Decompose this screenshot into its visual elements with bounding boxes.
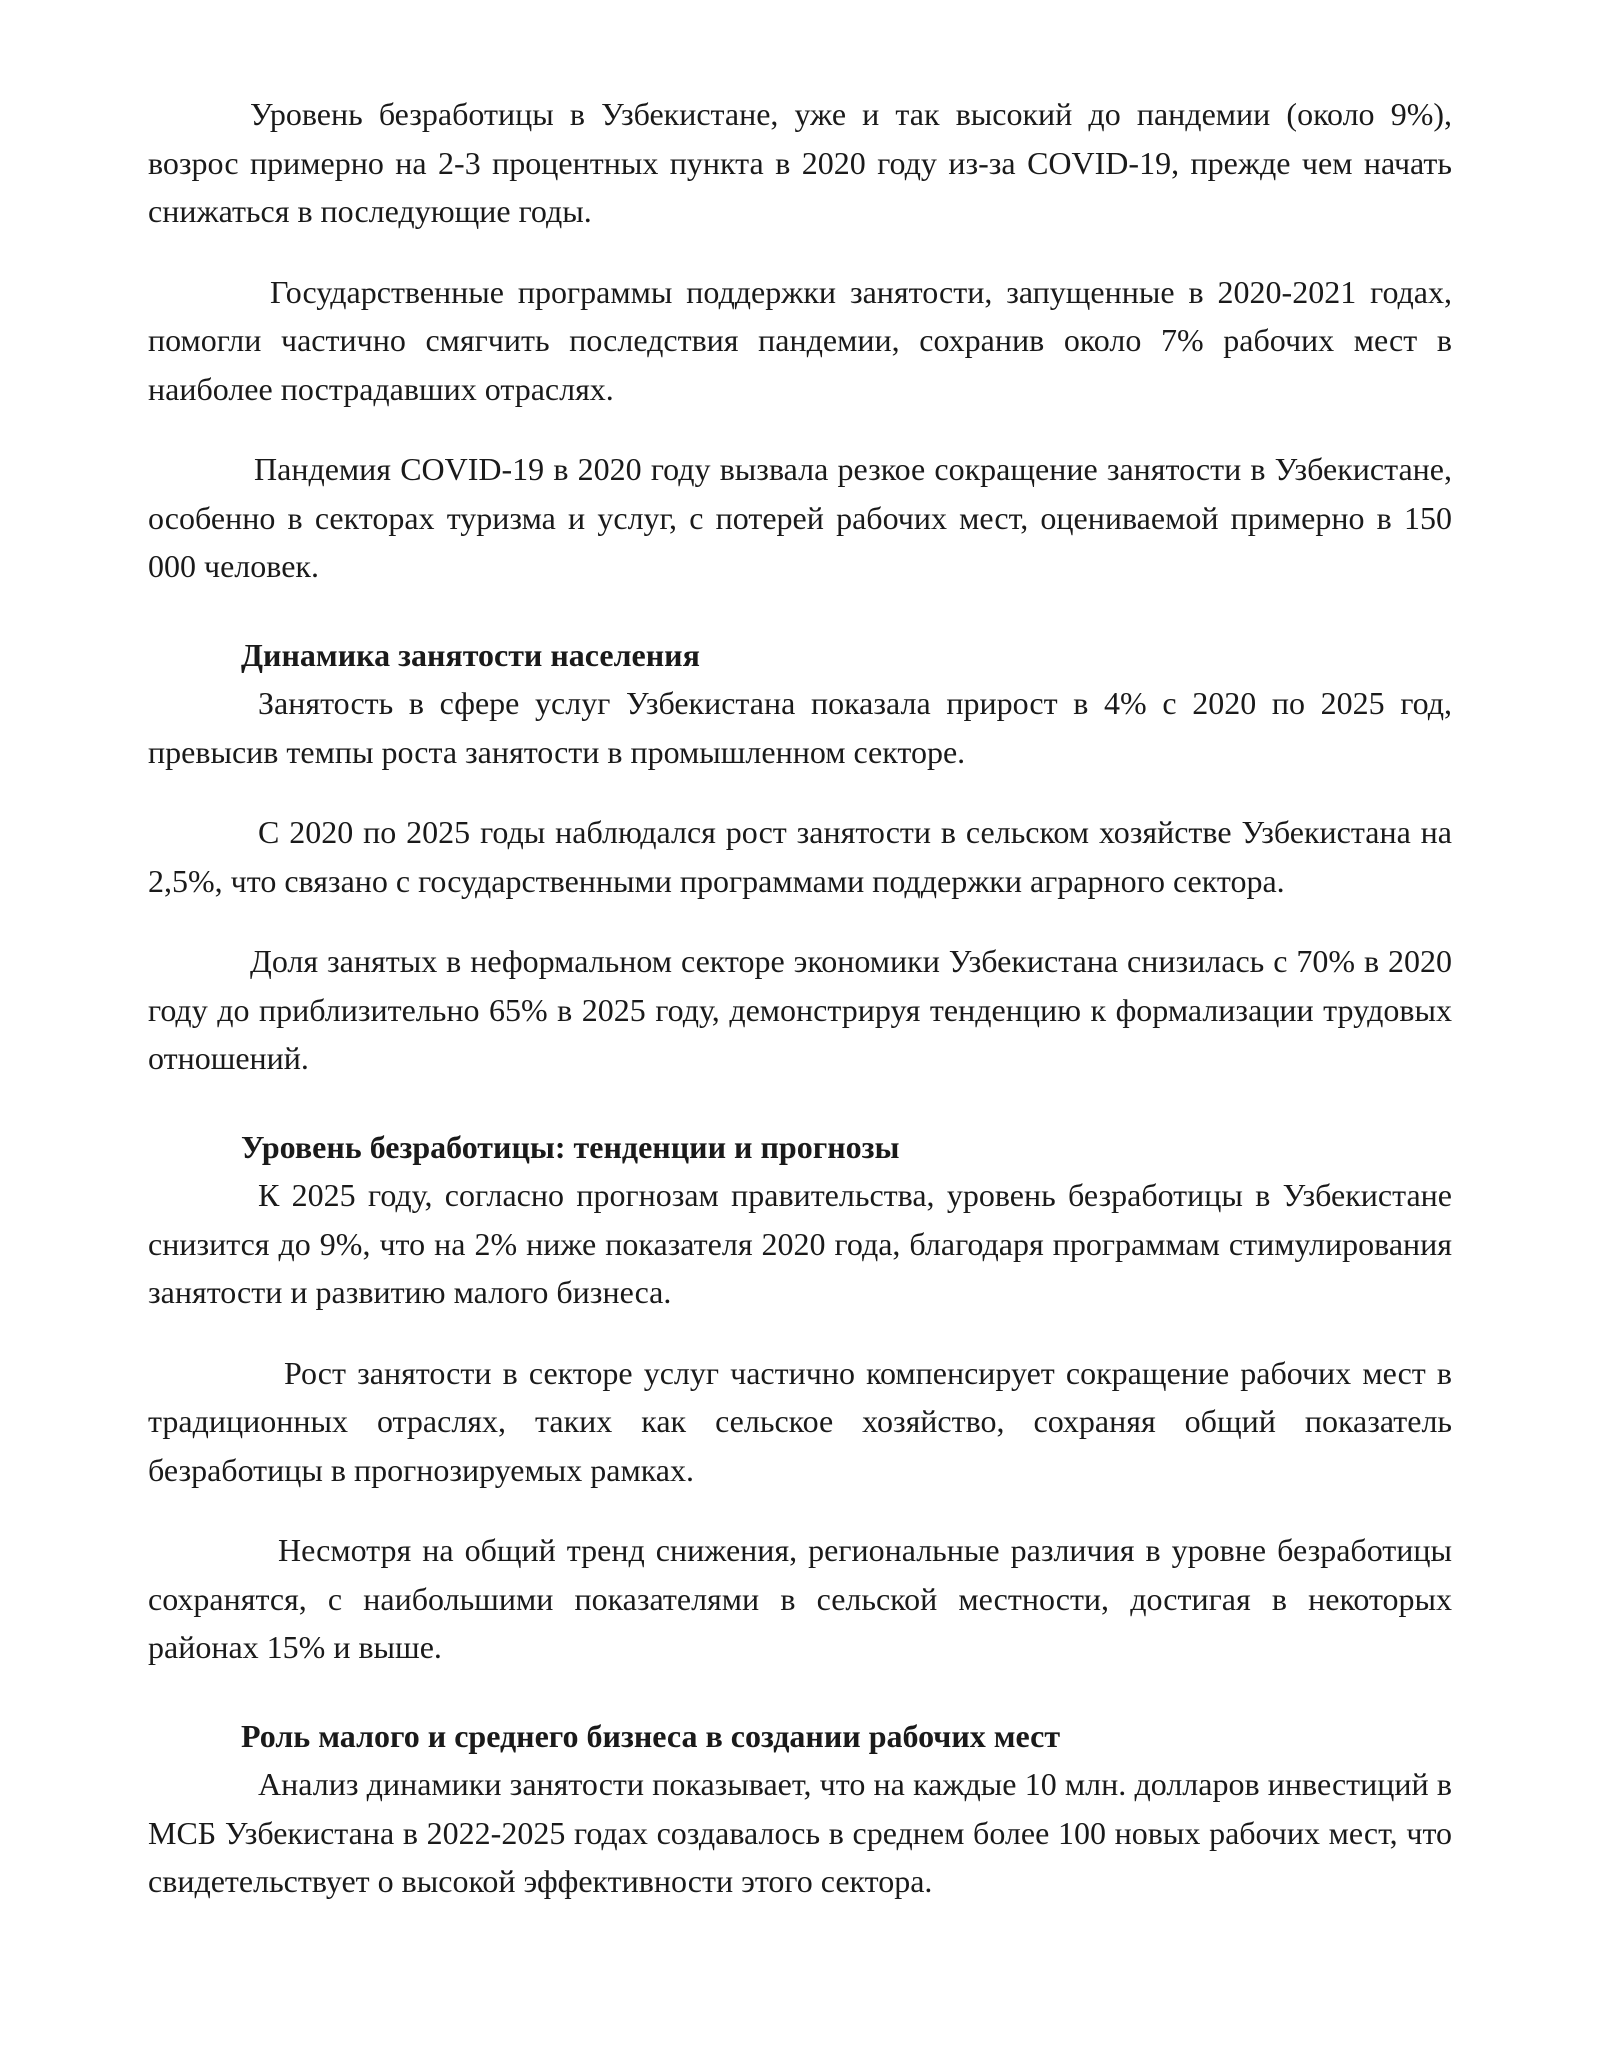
paragraph-covid-employment-drop: Пандемия COVID-19 в 2020 году вызвала резкое сокращение занятости в Узбекистане, особенно в секторах туризма и услуг, с потерей рабочих мест, оцениваемой примерно в 150 000 человек. bbox=[148, 451, 1452, 584]
paragraph-unemployment-pre-pandemic: Уровень безработицы в Узбекистане, уже и так высокий до пандемии (около 9%), возрос примерно на 2-3 процентных пункта в 2020 году из-за COVID-19, прежде чем начать снижаться в последующие годы. bbox=[148, 96, 1452, 229]
document-page bbox=[148, 90, 1452, 1906]
paragraph-sme-investment-jobs: Анализ динамики занятости показывает, что на каждые 10 млн. долларов инвестиций в МСБ Узбекистана в 2022-2025 годах создавалось в среднем более 100 новых рабочих мест, что свидетельствует о высокой эффективности этого сектора. bbox=[148, 1766, 1452, 1899]
paragraph-services-employment-growth: Занятость в сфере услуг Узбекистана показала прирост в 4% с 2020 по 2025 год, превысив темпы роста занятости в промышленном секторе. bbox=[148, 685, 1452, 770]
paragraph-employment-support-programs: Государственные программы поддержки занятости, запущенные в 2020-2021 годах, помогли частично смягчить последствия пандемии, сохранив около 7% рабочих мест в наиболее пострадавших отраслях. bbox=[148, 273, 1452, 407]
paragraph-informal-sector-share: Доля занятых в неформальном секторе экономики Узбекистана снизилась с 70% в 2020 году до приблизительно 65% в 2025 году, демонстрируя тенденцию к формализации трудовых отношений. bbox=[148, 943, 1452, 1076]
section-heading-sme-role: Роль малого и среднего бизнеса в создании рабочих мест bbox=[241, 1717, 1061, 1754]
paragraph-unemployment-forecast-2025: К 2025 году, согласно прогнозам правительства, уровень безработицы в Узбекистане снизится до 9%, что на 2% ниже показателя 2020 года, благодаря программам стимулирования занятости и развитию малого бизнеса. bbox=[148, 1177, 1452, 1310]
paragraph-agriculture-employment-growth: С 2020 по 2025 годы наблюдался рост занятости в сельском хозяйстве Узбекистана на 2,5%, что связано с государственными программами поддержки аграрного сектора. bbox=[148, 814, 1452, 899]
section-heading-employment-dynamics: Динамика занятости населения bbox=[241, 636, 700, 673]
paragraph-services-compensation: Рост занятости в секторе услуг частично компенсирует сокращение рабочих мест в традиционных отраслях, таких как сельское хозяйство, сохраняя общий показатель безработицы в прогнозируемых рамках. bbox=[148, 1354, 1452, 1488]
section-heading-unemployment-trends: Уровень безработицы: тенденции и прогнозы bbox=[241, 1128, 900, 1165]
paragraph-regional-differences: Несмотря на общий тренд снижения, региональные различия в уровне безработицы сохранятся, с наибольшими показателями в сельской местности, достигая в некоторых районах 15% и выше. bbox=[148, 1532, 1452, 1665]
